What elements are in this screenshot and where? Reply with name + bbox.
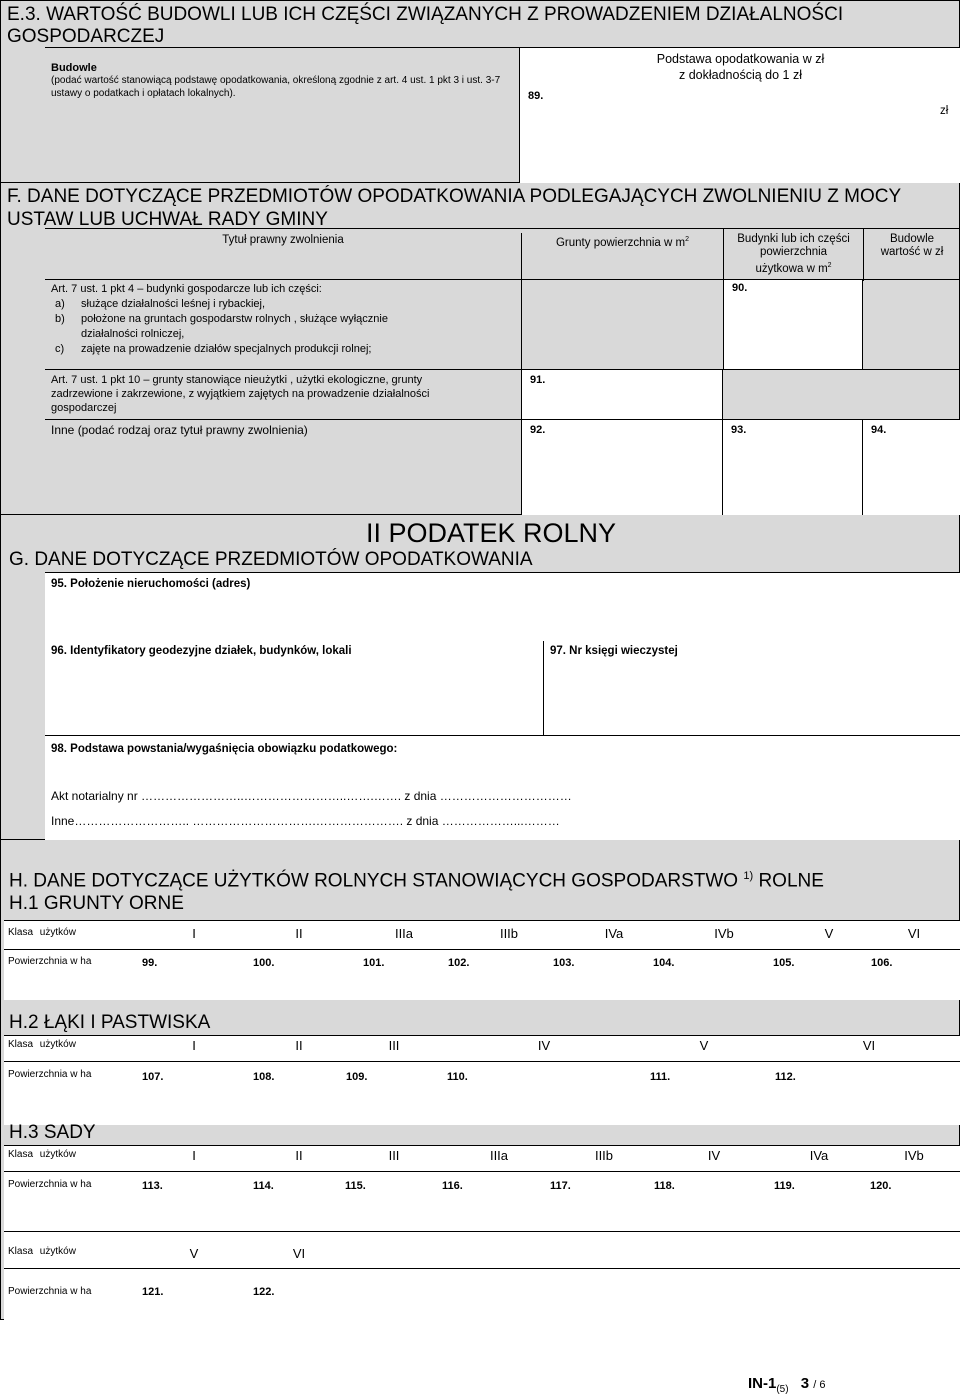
h1-field-5[interactable]: 104. — [653, 957, 675, 969]
page-number: 3 — [800, 1375, 810, 1392]
h3-klasa-label-2: Klasa użytków — [8, 1246, 76, 1257]
h3-class-3: IIIa — [489, 1148, 509, 1163]
rolny-title: II PODATEK ROLNY — [365, 518, 617, 548]
h1-pow-label: Powierzchnia w ha — [8, 956, 92, 967]
h1-field-6[interactable]: 105. — [773, 957, 795, 969]
section-h3-title: H.3 SADY — [9, 1122, 96, 1143]
h1-klasa-label: Klasa użytków — [8, 927, 76, 938]
field-92[interactable]: 92. — [521, 420, 723, 515]
e3-value-cell[interactable] — [519, 48, 960, 183]
h1-class-7: VI — [907, 926, 921, 941]
h1-field-1[interactable]: 100. — [253, 957, 275, 969]
field-95[interactable]: 95. Położenie nieruchomości (adres) — [45, 572, 960, 643]
f-col-title: Tytuł prawny zwolnienia — [222, 234, 344, 246]
h3-field-7[interactable]: 120. — [870, 1180, 892, 1192]
h3-class-5: IV — [707, 1148, 721, 1163]
section-g — [0, 515, 960, 840]
section-e3 — [0, 0, 960, 183]
h2-class-5: VI — [862, 1038, 876, 1053]
h2-field-4[interactable]: 111. — [650, 1071, 671, 1083]
footer: $IN-1_{(5)}$ 3 / 6 — [748, 1375, 826, 1395]
h2-class-4: V — [699, 1038, 709, 1053]
field-93[interactable]: 93. — [723, 420, 863, 515]
h3-class-0: I — [192, 1148, 196, 1163]
f-header-row — [45, 228, 960, 280]
h1-field-7[interactable]: 106. — [871, 957, 893, 969]
field-number-89: 89. — [528, 90, 544, 102]
h1-class-3: IIIb — [499, 926, 519, 941]
h2-pow-label: Powierzchnia w ha — [8, 1069, 92, 1080]
h3-class-6: IVa — [809, 1148, 829, 1163]
f-budowle-blank-1 — [863, 280, 960, 370]
h3-class-1: II — [295, 1148, 303, 1163]
h2-field-1[interactable]: 108. — [253, 1071, 275, 1083]
h1-class-1: II — [295, 926, 303, 941]
section-h1-title: H.1 GRUNTY ORNE — [9, 893, 184, 914]
section-g-title: G. DANE DOTYCZĄCE PRZEDMIOTÓW OPODATKOWANIA — [9, 549, 533, 570]
f-col-grunty: Grunty powierzchnia w $m^2$ — [521, 233, 723, 285]
h3-pow-label: Powierzchnia w ha — [8, 1179, 92, 1190]
field-94[interactable]: 94. — [863, 420, 960, 515]
field-97[interactable]: 97. Nr księgi wieczystej — [544, 641, 960, 736]
f-row-art-pkt4: Art. 7 ust. 1 pkt 4 – budynki gospodarcze lub ich części: a) służące działalności leśnej i rybackiej, b) położone na gruntach gospodarstw rolnych , służące wyłącznie działalności rolniczej, c) zajęte na prowadzenie działów specjalnych produkcji rolnej; — [45, 280, 521, 370]
f-blank-2 — [723, 370, 960, 420]
form-code: IN-1 — [748, 1375, 777, 1392]
h2-class-0: I — [192, 1038, 196, 1053]
h1-class-0: I — [192, 926, 196, 941]
h2-class-1: II — [295, 1038, 303, 1053]
unit-zl: zł — [940, 105, 949, 117]
h1-class-5: IVb — [714, 926, 734, 941]
h2-field-2[interactable]: 109. — [346, 1071, 368, 1083]
e3-row — [45, 47, 960, 182]
f-grunty-blank-1 — [521, 280, 723, 370]
h3-table — [4, 1145, 960, 1320]
h2-class-3: IV — [537, 1038, 551, 1053]
h3-pow-label-2: Powierzchnia w ha — [8, 1286, 92, 1297]
h1-class-6: V — [824, 926, 834, 941]
h1-field-2[interactable]: 101. — [363, 957, 385, 969]
h2-field-5[interactable]: 112. — [775, 1071, 796, 1083]
h2-klasa-label: Klasa użytków — [8, 1039, 76, 1050]
h3-class-2: III — [388, 1148, 400, 1163]
h1-table — [4, 920, 960, 1000]
h1-field-4[interactable]: 103. — [553, 957, 575, 969]
section-e3-title: E.3. WARTOŚĆ BUDOWLI LUB ICH CZĘŚCI ZWIĄZANYCH Z PROWADZENIEM DZIAŁALNOŚCI GOSPODARCZEJ — [7, 4, 844, 47]
h2-table — [4, 1035, 960, 1125]
h2-class-2: III — [388, 1038, 400, 1053]
f-row-inne: Inne (podać rodzaj oraz tytuł prawny zwolnienia) — [51, 423, 308, 437]
h1-class-2: IIIa — [394, 926, 414, 941]
h1-class-4: IVa — [604, 926, 624, 941]
h2-field-3[interactable]: 110. — [447, 1071, 468, 1083]
field-91[interactable]: 91. — [521, 370, 723, 420]
akt-notarialny: Akt notarialny nr ……………………..……………………..…….……. z dnia …………………………… — [51, 789, 572, 803]
h3-field-1[interactable]: 114. — [253, 1180, 274, 1192]
h3-class2-1: VI — [292, 1246, 306, 1261]
h3-field2-1[interactable]: 122. — [253, 1286, 275, 1298]
h3-class-4: IIIb — [594, 1148, 614, 1163]
h3-field-5[interactable]: 118. — [654, 1180, 675, 1192]
h2-field-0[interactable]: 107. — [142, 1071, 164, 1083]
field-96[interactable]: 96. Identyfikatory geodezyjne działek, budynków, lokali — [45, 641, 544, 736]
h1-field-3[interactable]: 102. — [448, 957, 470, 969]
section-f-title: F. DANE DOTYCZĄCE PRZEDMIOTÓW OPODATKOWANIA PODLEGAJĄCYCH ZWOLNIENIU Z MOCY USTAW LUB UCHWAŁ RADY GMINY — [7, 186, 902, 230]
section-f — [0, 183, 960, 515]
h3-class-7: IVb — [904, 1148, 924, 1163]
section-h — [0, 840, 960, 1320]
h3-klasa-label: Klasa użytków — [8, 1149, 76, 1160]
h3-field-0[interactable]: 113. — [142, 1180, 163, 1192]
h3-field-3[interactable]: 116. — [442, 1180, 463, 1192]
field-98[interactable]: 98. Podstawa powstania/wygaśnięcia obowiązku podatkowego: Akt notarialny nr ……………………..……………………..…….……. z dnia …………………………… Inne……………………….. ………………………….…………………. z dnia ………………...……… — [45, 736, 960, 840]
page-of: / 6 — [813, 1379, 826, 1391]
section-h2-title: H.2 ŁĄKI I PASTWISKA — [9, 1012, 211, 1033]
h3-class2-0: V — [189, 1246, 199, 1261]
h3-field-2[interactable]: 115. — [345, 1180, 366, 1192]
f-col-budowle: Budowle wartość w zł — [863, 229, 960, 281]
inne-line: Inne……………………….. ………………………….…………………. z dnia ………………...……… — [51, 814, 560, 828]
h3-field2-0[interactable]: 121. — [142, 1286, 164, 1298]
section-h-title: H. DANE DOTYCZĄCE UŻYTKÓW ROLNYCH STANOWIĄCYCH GOSPODARSTWO $^{1)}$ ROLNE — [9, 870, 824, 892]
h3-field-6[interactable]: 119. — [774, 1180, 795, 1192]
h3-field-4[interactable]: 117. — [550, 1180, 571, 1192]
f-row-art-pkt10: Art. 7 ust. 1 pkt 10 – grunty stanowiące nieużytki , użytki ekologiczne, grunty zadrzewione i zakrzewione, z wyjątkiem zajętych na prowadzenie działalności gospodarczej — [45, 370, 521, 420]
e3-label: Budowle (podać wartość stanowiącą podstawę opodatkowania, określoną zgodnie z art. 4 ust. 1 pkt 3 i ust. 3-7 ustawy o podatkach i opłatach lokalnych). — [51, 62, 501, 99]
e3-value-header: Podstawa opodatkowania w zł z dokładnością do 1 zł — [656, 52, 825, 82]
field-90[interactable]: 90. — [723, 280, 863, 370]
h1-field-0[interactable]: 99. — [142, 957, 158, 969]
f-col-budynki: Budynki lub ich części powierzchnia użytkowa w $m^2$ — [723, 229, 863, 281]
